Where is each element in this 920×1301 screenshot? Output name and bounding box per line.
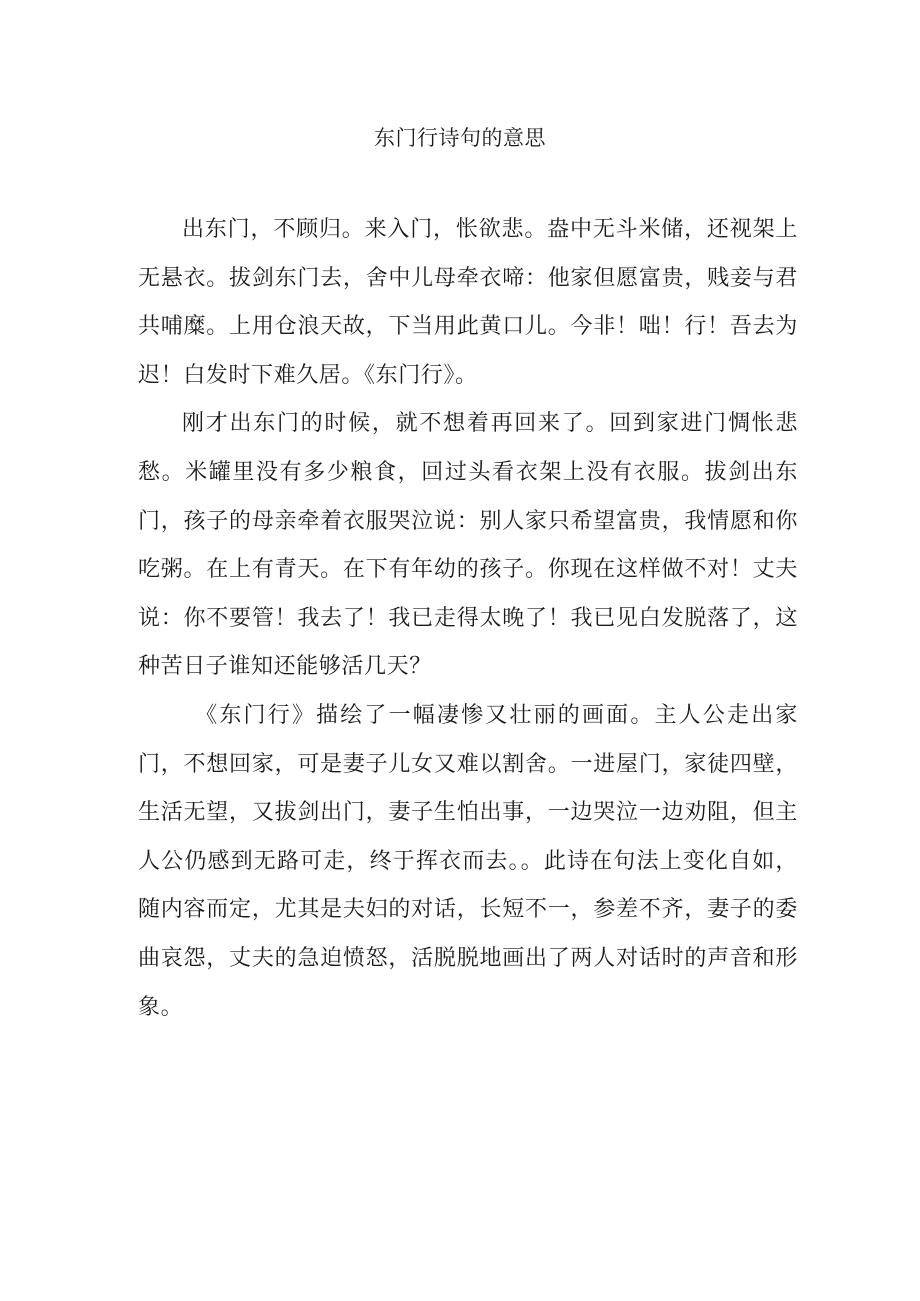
paragraph-analysis: 《东门行》描绘了一幅凄惨又壮丽的画面。主人公走出家门，不想回家，可是妻子儿女又难以割舍。一进屋门，家徒四壁，生活无望，又拔剑出门，妻子生怕出事，一边哭泣一边劝阻，但主人公仍感到无路可走，终于挥衣而去。。此诗在句法上变化自如，随内容而定，尤其是夫妇的对话，长短不一，参差不齐，妻子的委曲哀怨，丈夫的急迫愤怒，活脱脱地画出了两人对话时的声音和形象。 xyxy=(138,702,798,1020)
paragraph-translation: 刚才出东门的时候，就不想着再回来了。回到家进门惆怅悲愁。米罐里没有多少粮食，回过头看衣架上没有衣服。拔剑出东门，孩子的母亲牵着衣服哭泣说：别人家只希望富贵，我情愿和你吃粥。在上有青天。在下有年幼的孩子。你现在这样做不对！丈夫说：你不要管！我去了！我已走得太晚了！我已见白发脱落了，这种苦日子谁知还能够活几天？ xyxy=(138,411,798,680)
document-title: 东门行诗句的意思 xyxy=(374,126,546,150)
document-body xyxy=(138,206,798,1032)
paragraph-poem-original: 出东门，不顾归。来入门，怅欲悲。盎中无斗米储，还视架上无悬衣。拔剑东门去，舍中儿母牵衣啼：他家但愿富贵，贱妾与君共哺糜。上用仓浪天故，下当用此黄口儿。今非！咄！行！吾去为迟！白发时下难久居。《东门行》。 xyxy=(138,217,798,388)
